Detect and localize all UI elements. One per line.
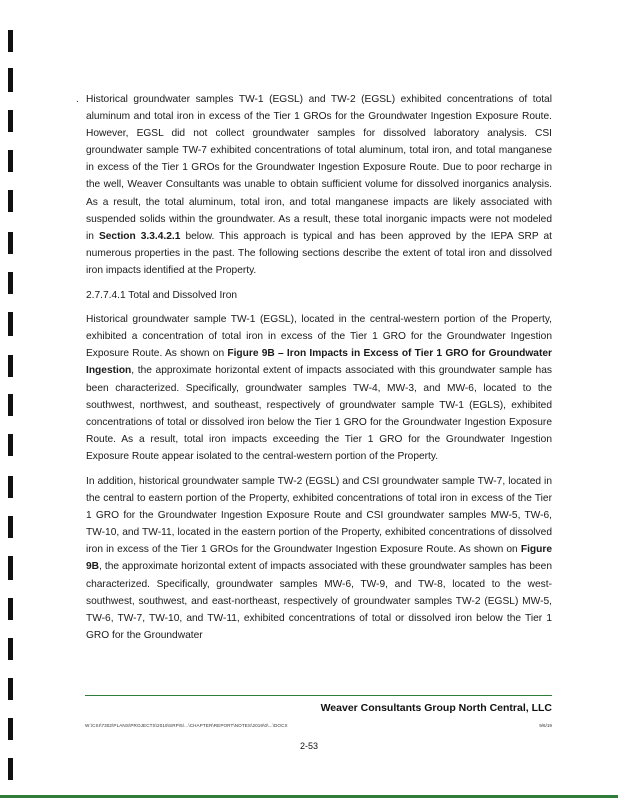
binding-mark <box>8 598 13 620</box>
bottom-rule <box>0 795 618 798</box>
binding-mark <box>8 678 13 700</box>
page-number: 2-53 <box>299 741 318 751</box>
binding-mark <box>8 272 13 294</box>
section-reference: Section 3.3.4.2.1 <box>98 230 181 242</box>
section-heading: 2.7.7.4.1 Total and Dissolved Iron <box>86 290 238 302</box>
document-body <box>86 91 552 652</box>
binding-mark <box>8 312 13 336</box>
binding-mark <box>8 190 13 212</box>
binding-mark <box>8 718 13 740</box>
binding-mark <box>8 30 13 52</box>
binding-mark <box>8 394 13 416</box>
binding-mark <box>8 150 13 172</box>
binding-mark <box>8 434 13 456</box>
company-name: Weaver Consultants Group North Central, LLC <box>320 702 552 714</box>
scan-speck: . <box>76 94 79 105</box>
figure-reference: Figure 9B – Iron Impacts in Excess of Tier 1 GRO for Groundwater Ingestion <box>86 348 552 377</box>
paragraph-tw2: In addition, historical groundwater sample TW-2 (EGSL) and CSI groundwater sample TW-7, located in the central to eastern portion of the Property, exhibited concentrations of total iron in excess of the Tier 1 GRO for the Groundwater Ingestion Exposure Route and CSI groundwater samples MW-5, TW-6, TW-10, and TW-11, located in the eastern portion of the Property, exhibited concentrations of dissolved iron in excess of the Tier 1 GROs for the Groundwater Ingestion Exposure Route. As shown on Figure 9B, the approximate horizontal extent of impacts associated with these groundwater samples has been characterized. Specifically, groundwater samples MW-6, TW-9, and TW-8, located to the west-southwest, southwest, and east-northeast, respectively of groundwater samples TW-2 (EGSL) MW-5, TW-6, TW-7, TW-10, and TW-11, exhibited concentrations of total or dissolved iron below the Tier 1 GRO for the Groundwater <box>86 475 552 641</box>
binding-mark <box>8 758 13 780</box>
figure-reference: Figure 9B <box>86 544 552 573</box>
binding-mark <box>8 556 13 580</box>
paragraph-inorganics: Historical groundwater samples TW-1 (EGSL) and TW-2 (EGSL) exhibited concentrations of total aluminum and total iron in excess of the Tier 1 GROs for the Groundwater Ingestion Exposure Route. However, EGSL did not collect groundwater samples for dissolved laboratory analysis. CSI groundwater sample TW-7 exhibited concentrations of total aluminum, total iron, and total manganese in excess of the Tier 1 GROs for the Groundwater Ingestion Exposure Route. Due to poor recharge in the well, Weaver Consultants was unable to obtain sufficient volume for dissolved inorganics analysis. As a result, the total aluminum, total iron, and total manganese impacts are likely associated with suspended solids within the groundwater. As a result, these total inorganic impacts were not modeled in Section 3.3.4.2.1 below. This approach is typical and has been approved by the IEPA SRP at numerous properties in the past. The following sections describe the extent of total iron and dissolved iron impacts identified at the Property. <box>86 94 552 276</box>
paragraph-tw1: Historical groundwater sample TW-1 (EGSL), located in the central-western portion of the Property, exhibited a concentration of total iron in excess of the Tier 1 GRO for the Groundwater Ingestion Exposure Route. As shown on Figure 9B – Iron Impacts in Excess of Tier 1 GRO for Groundwater Ingestion, the approximate horizontal extent of impacts associated with this groundwater sample has been characterized. Specifically, groundwater samples TW-4, MW-3, and MW-6, located to the southwest, northwest, and southeast, respectively of groundwater sample TW-1 (EGLS), exhibited concentrations of total or dissolved iron below the Tier 1 GRO for the Groundwater Ingestion Exposure Route. As a result, total iron impacts exceeding the Tier 1 GRO for the Groundwater Ingestion Exposure Route appear isolated to the central-western portion of the Property. <box>86 314 552 462</box>
binding-mark <box>8 516 13 538</box>
binding-mark <box>8 476 13 498</box>
binding-mark <box>8 232 13 254</box>
file-path: W:\CSI\7302\PLANS\PROJECTS\2019\SRP\5\...\CHAPTER\REPORT\NOTES\2019\0\...\DOCX <box>85 723 288 728</box>
footer-date: 9/6/19 <box>539 723 552 728</box>
binding-mark <box>8 638 13 660</box>
binding-mark <box>8 68 13 92</box>
binding-mark <box>8 355 13 377</box>
binding-mark <box>8 110 13 132</box>
footer-rule <box>85 695 552 696</box>
